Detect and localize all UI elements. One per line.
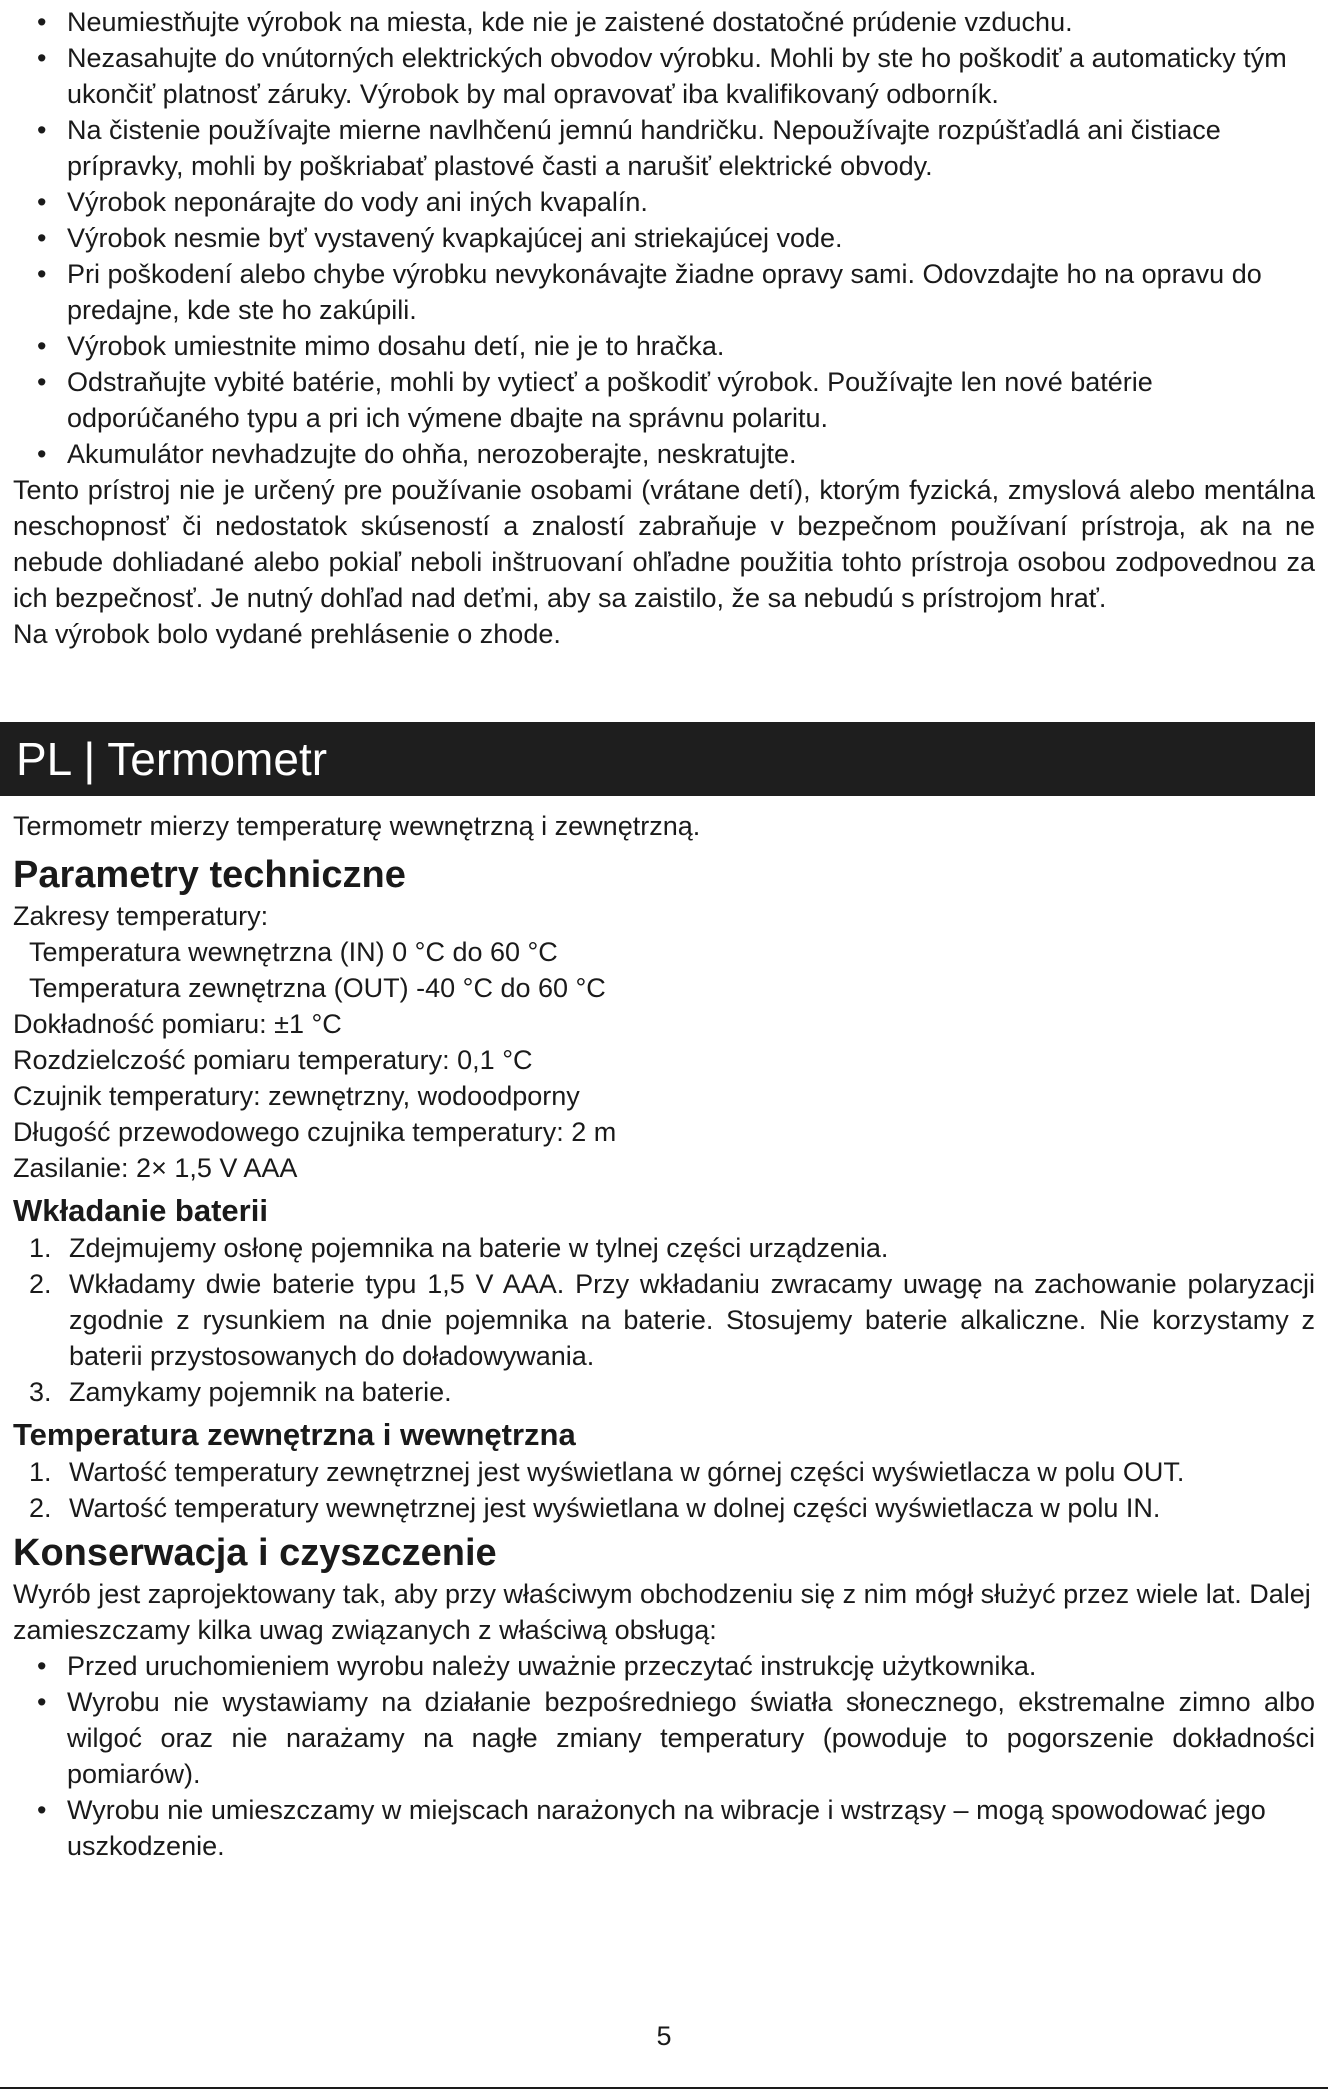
cable-length: Długość przewodowego czujnika temperatury: 2 m xyxy=(13,1117,617,1147)
list-item xyxy=(13,1490,1315,1526)
step-text: Wkładamy dwie baterie typu 1,5 V AAA. Przy wkładaniu zwracamy uwagę na zachowanie polaryzacji zgodnie z rysunkiem na dnie pojemnika na baterie. Stosujemy baterie alkaliczne. Nie korzystamy z baterii przystosowanych do doładowywania. xyxy=(69,1269,1315,1371)
page-number: 5 xyxy=(656,2021,672,2051)
list-item: • Akumulátor nevhadzujte do ohňa, nerozoberajte, neskratujte. xyxy=(13,436,1315,472)
step-text: Zamykamy pojemnik na baterie. xyxy=(69,1377,452,1407)
sk-usage-paragraph: Tento prístroj nie je určený pre používanie osobami (vrátane detí), ktorým fyzická, zmyslová alebo mentálna neschopnosť či nedostatok skúseností a znalostí zabraňuje v bezpečnom používaní prístroja, ak na ne nebude dohliadané alebo pokiaľ neboli inštruovaní ohľadne použitia tohto prístroja osobou zodpovednou za ich bezpečnosť. Je nutný dohľad nad deťmi, aby sa zaistilo, že sa nebudú s prístrojom hrať. xyxy=(13,475,1315,613)
list-item: • Výrobok umiestnite mimo dosahu detí, nie je to hračka. xyxy=(13,328,1315,364)
list-item xyxy=(13,1374,1315,1410)
footer-divider xyxy=(0,2087,1328,2089)
batteries-heading: Wkładanie baterii xyxy=(13,1193,268,1228)
list-item xyxy=(13,1454,1315,1490)
list-item xyxy=(13,1266,1315,1374)
step-number: 2. xyxy=(29,1493,52,1523)
params-heading: Parametry techniczne xyxy=(13,854,406,896)
section-title-bar xyxy=(0,722,1315,796)
range-out: Temperatura zewnętrzna (OUT) -40 °C do 60 °C xyxy=(29,973,606,1003)
maintenance-list xyxy=(13,1648,1315,1864)
pl-content xyxy=(13,808,1315,1864)
section-title: PL | Termometr xyxy=(16,733,328,785)
list-item: • Przed uruchomieniem wyrobu należy uważnie przeczytać instrukcję użytkownika. xyxy=(13,1648,1315,1684)
list-item: • Wyrobu nie umieszczamy w miejscach narażonych na wibracje i wstrząsy – mogą spowodować jego uszkodzenie. xyxy=(13,1792,1315,1864)
list-item: • Pri poškodení alebo chybe výrobku nevykonávajte žiadne opravy sami. Odovzdajte ho na opravu do predajne, kde ste ho zakúpili. xyxy=(13,256,1315,328)
list-item: • Neumiestňujte výrobok na miesta, kde nie je zaistené dostatočné prúdenie vzduchu. xyxy=(13,4,1315,40)
list-item xyxy=(13,1230,1315,1266)
list-item: • Nezasahujte do vnútorných elektrických obvodov výrobku. Mohli by ste ho poškodiť a automaticky tým ukončiť platnosť záruky. Výrobok by mal opravovať iba kvalifikovaný odborník. xyxy=(13,40,1315,112)
sensor: Czujnik temperatury: zewnętrzny, wodoodporny xyxy=(13,1081,580,1111)
range-label: Zakresy temperatury: xyxy=(13,901,269,931)
sk-safety-block xyxy=(13,4,1315,652)
list-item: • Výrobok neponárajte do vody ani iných kvapalín. xyxy=(13,184,1315,220)
sk-safety-list xyxy=(13,4,1315,472)
accuracy: Dokładność pomiaru: ±1 °C xyxy=(13,1009,342,1039)
list-item: • Na čistenie používajte mierne navlhčenú jemnú handričku. Nepoužívajte rozpúšťadlá ani čistiace prípravky, mohli by poškriabať plastové časti a narušiť elektrické obvody. xyxy=(13,112,1315,184)
step-number: 1. xyxy=(29,1233,52,1263)
step-text: Wartość temperatury wewnętrznej jest wyświetlana w dolnej części wyświetlacza w polu IN. xyxy=(69,1493,1161,1523)
temperature-steps xyxy=(13,1454,1315,1526)
step-number: 3. xyxy=(29,1377,52,1407)
maintenance-heading: Konserwacja i czyszczenie xyxy=(13,1532,497,1574)
temperature-heading: Temperatura zewnętrzna i wewnętrzna xyxy=(13,1417,576,1452)
range-in: Temperatura wewnętrzna (IN) 0 °C do 60 °C xyxy=(29,937,558,967)
maintenance-intro: Wyrób jest zaprojektowany tak, aby przy właściwym obchodzeniu się z nim mógł służyć przez wiele lat. Dalej zamieszczamy kilka uwag związanych z właściwą obsługą: xyxy=(13,1579,1311,1645)
list-item: • Odstraňujte vybité batérie, mohli by vytiecť a poškodiť výrobok. Používajte len nové batérie odporúčaného typu a pri ich výmene dbajte na správnu polaritu. xyxy=(13,364,1315,436)
intro-text: Termometr mierzy temperaturę wewnętrzną i zewnętrzną. xyxy=(13,811,701,841)
step-text: Wartość temperatury zewnętrznej jest wyświetlana w górnej części wyświetlacza w polu OUT. xyxy=(69,1457,1185,1487)
sk-declaration: Na výrobok bolo vydané prehlásenie o zhode. xyxy=(13,619,561,649)
batteries-steps xyxy=(13,1230,1315,1410)
list-item: • Wyrobu nie wystawiamy na działanie bezpośredniego światła słonecznego, ekstremalne zimno albo wilgoć oraz nie narażamy na nagłe zmiany temperatury (powoduje to pogorszenie dokładności pomiarów). xyxy=(13,1684,1315,1792)
resolution: Rozdzielczość pomiaru temperatury: 0,1 °C xyxy=(13,1045,533,1075)
list-item: • Výrobok nesmie byť vystavený kvapkajúcej ani striekajúcej vode. xyxy=(13,220,1315,256)
step-number: 2. xyxy=(29,1269,52,1299)
power-supply: Zasilanie: 2× 1,5 V AAA xyxy=(13,1153,298,1183)
step-number: 1. xyxy=(29,1457,52,1487)
step-text: Zdejmujemy osłonę pojemnika na baterie w tylnej części urządzenia. xyxy=(69,1233,889,1263)
